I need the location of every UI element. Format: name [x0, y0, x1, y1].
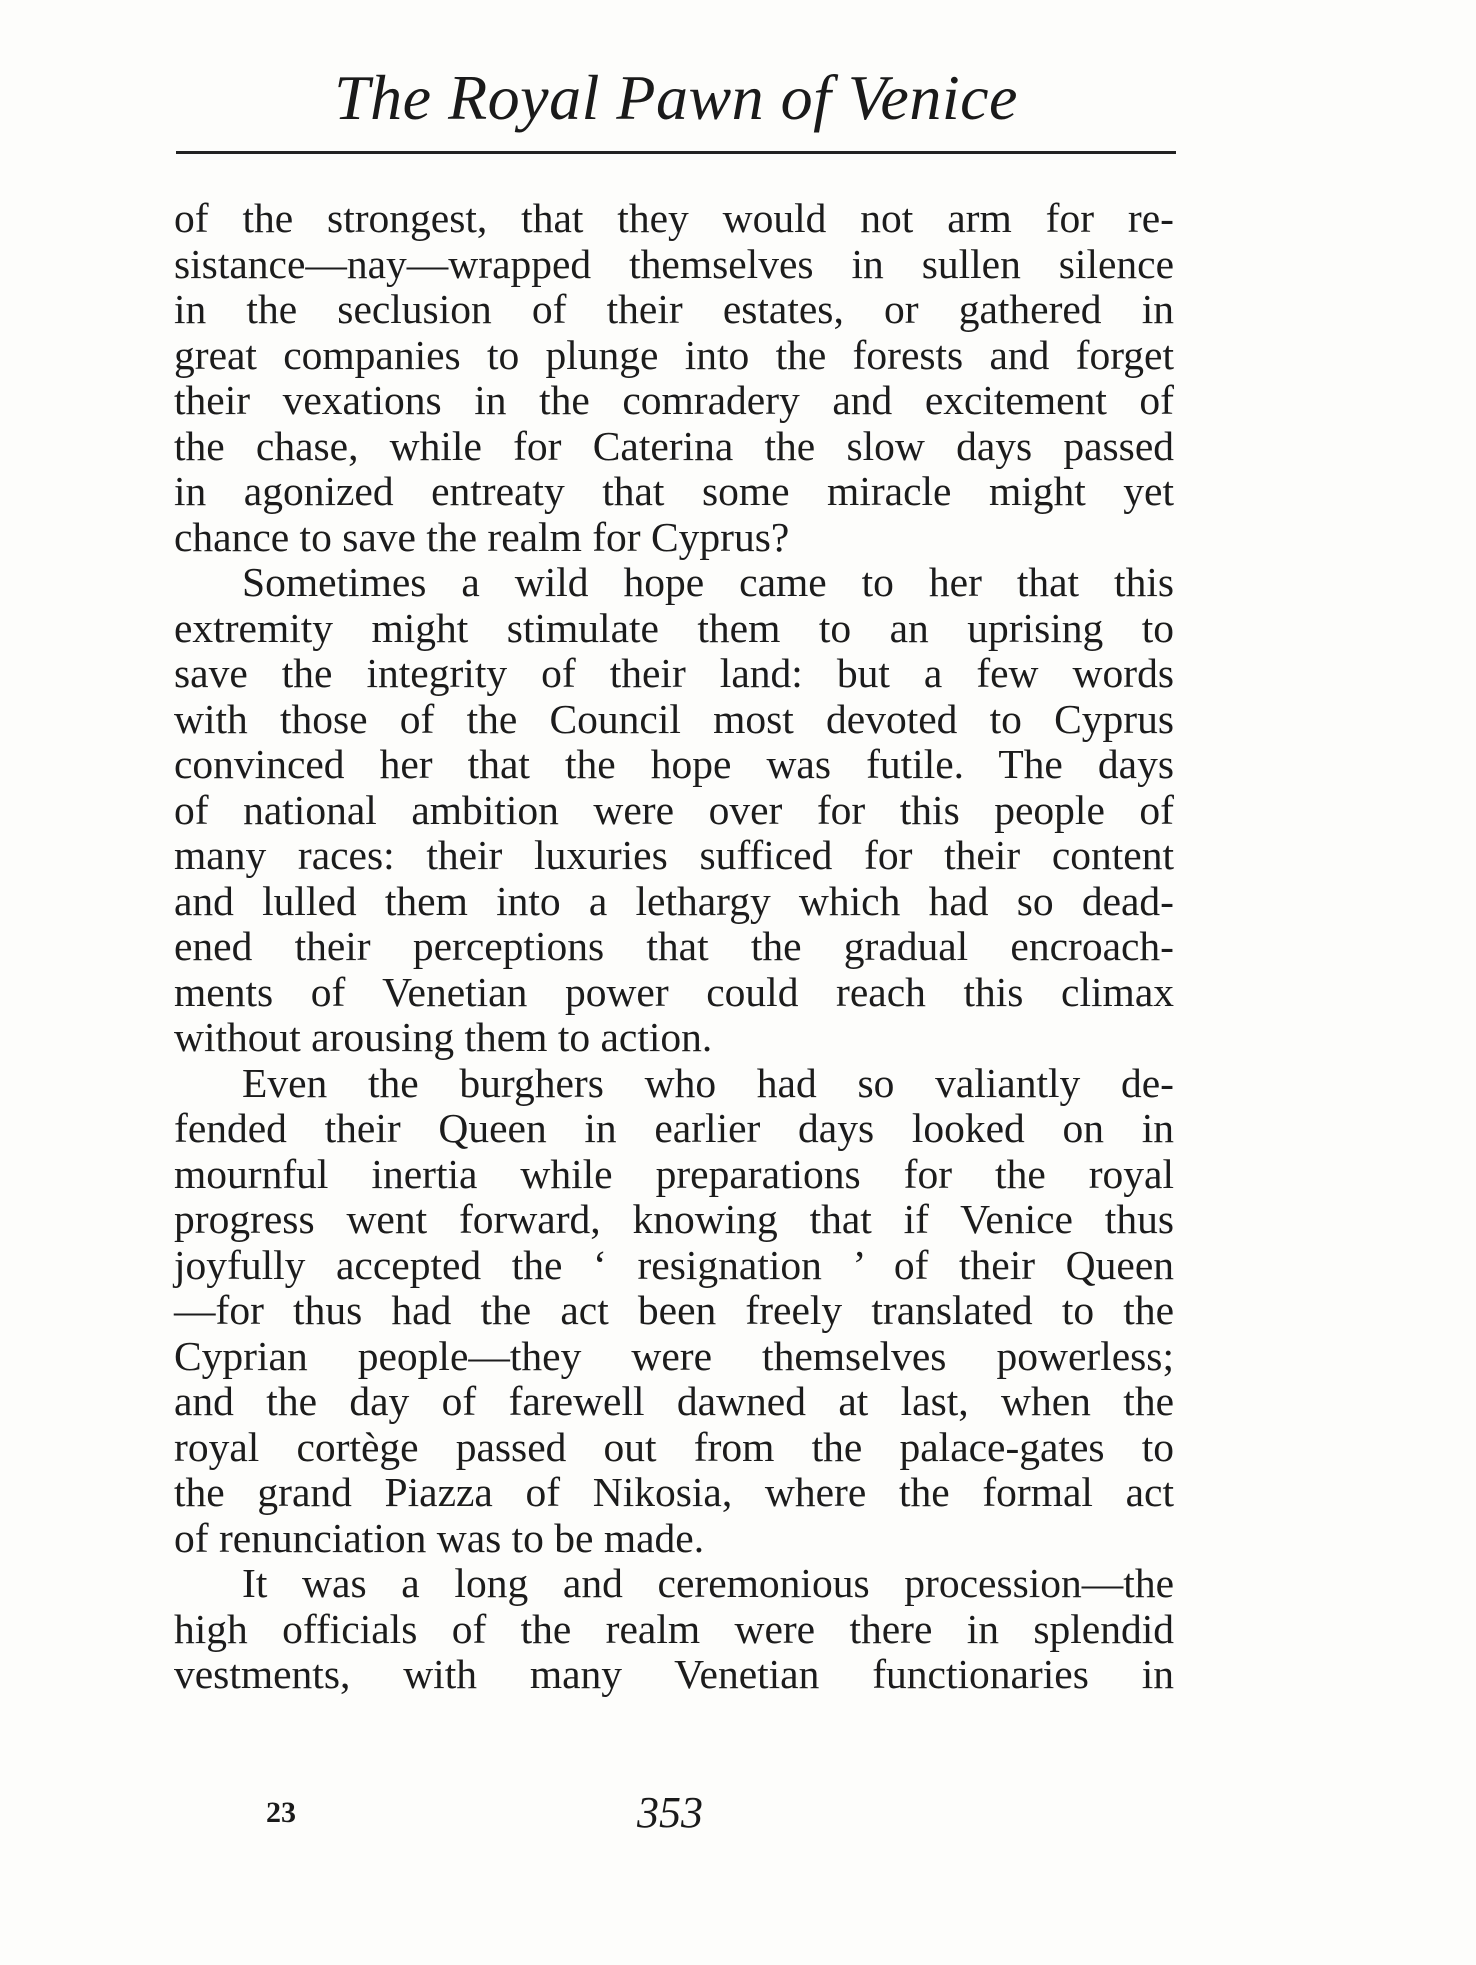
text-line: save the integrity of their land: but a few words: [174, 650, 1174, 696]
text-line: high officials of the realm were there in splendid: [174, 1605, 1174, 1652]
text-line: Cyprian people—they were themselves powerless;: [174, 1332, 1174, 1379]
running-head-title: The Royal Pawn of Venice: [334, 62, 1018, 133]
text-line: their vexations in the comradery and excitement of: [174, 377, 1174, 423]
text-line: in agonized entreaty that some miracle might yet: [174, 468, 1174, 514]
text-line: convinced her that the hope was futile. The days: [174, 741, 1174, 787]
text-line: royal cortège passed out from the palace-gates to: [174, 1423, 1174, 1470]
text-line: joyfully accepted the ‘ resignation ’ of their Queen: [174, 1241, 1174, 1288]
text-line: of the strongest, that they would not arm for re-: [174, 195, 1174, 241]
text-line: of national ambition were over for this people of: [174, 786, 1174, 833]
signature-mark: 23: [266, 1796, 296, 1829]
text-line: ments of Venetian power could reach this climax: [174, 968, 1174, 1015]
text-line: the grand Piazza of Nikosia, where the formal act: [174, 1469, 1174, 1515]
text-line: extremity might stimulate them to an uprising to: [174, 604, 1174, 651]
text-line: Even the burghers who had so valiantly de-: [242, 1059, 1174, 1106]
body-text: [174, 196, 1174, 1698]
header-rule: [176, 151, 1176, 154]
text-line: It was a long and ceremonious procession—the: [242, 1560, 1174, 1606]
text-line: of renunciation was to be made.: [174, 1514, 705, 1561]
text-line: vestments, with many Venetian functionaries in: [174, 1651, 1174, 1697]
text-line: in the seclusion of their estates, or gathered in: [174, 286, 1174, 332]
text-line: progress went forward, knowing that if Venice thus: [174, 1196, 1174, 1242]
text-line: and the day of farewell dawned at last, when the: [174, 1378, 1174, 1424]
text-line: and lulled them into a lethargy which had so dead-: [174, 877, 1174, 924]
text-line: —for thus had the act been freely translated to the: [174, 1287, 1174, 1333]
text-line: the chase, while for Caterina the slow days passed: [174, 422, 1174, 469]
text-line: Sometimes a wild hope came to her that this: [242, 559, 1174, 605]
text-line: without arousing them to action.: [174, 1014, 713, 1060]
text-line: great companies to plunge into the forests and forget: [174, 331, 1174, 378]
text-line: many races: their luxuries sufficed for their content: [174, 832, 1174, 878]
text-line: fended their Queen in earlier days looked on in: [174, 1105, 1174, 1151]
text-line: sistance—nay—wrapped themselves in sullen silence: [174, 240, 1174, 287]
text-line: ened their perceptions that the gradual encroach-: [174, 923, 1174, 969]
text-line: with those of the Council most devoted to Cyprus: [174, 695, 1174, 742]
text-line: chance to save the realm for Cyprus?: [174, 513, 790, 560]
page-number: 353: [637, 1788, 703, 1837]
text-line: mournful inertia while preparations for the royal: [174, 1150, 1174, 1197]
